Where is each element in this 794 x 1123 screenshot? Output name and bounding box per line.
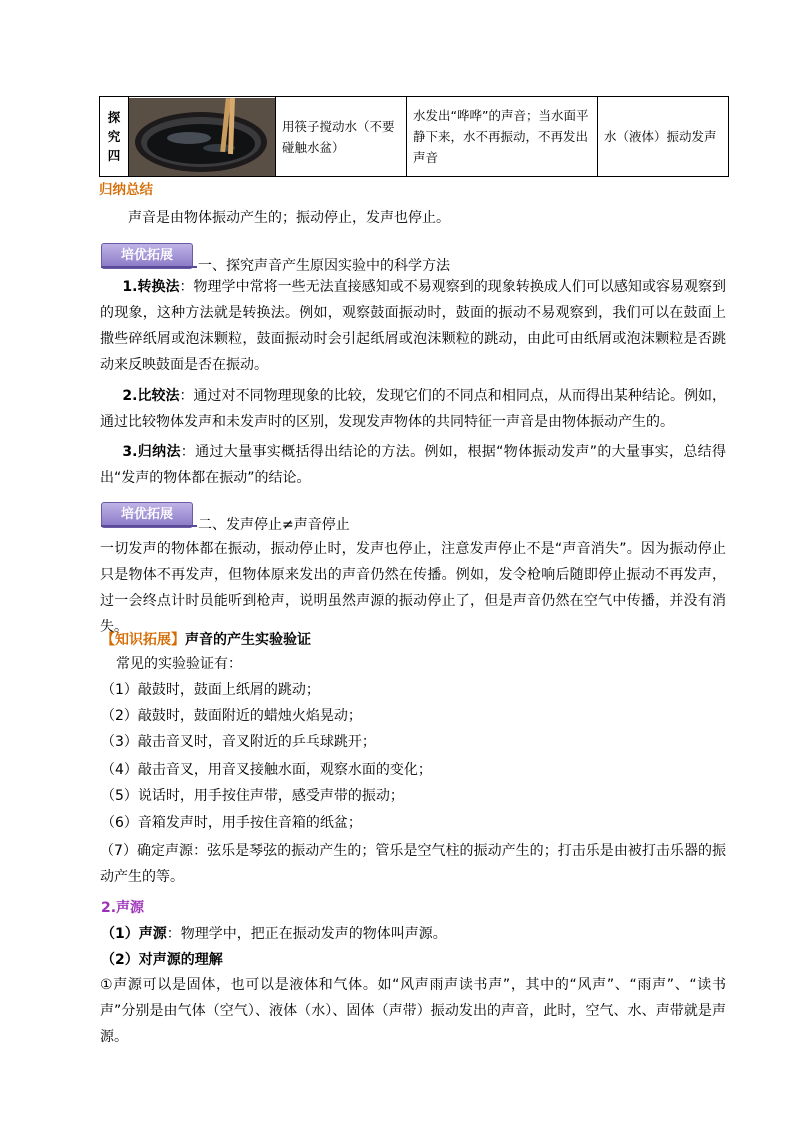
method-name: 2.比较法 — [122, 388, 180, 404]
method-text: ：通过对不同物理现象的比较，发现它们的不同点和相同点，从而得出某种结论。例如，通过比较物体发声和未发声时的区别，发现发声物体的共同特征一声音是由物体振动产生的。 — [100, 388, 727, 430]
extension-badge: 培优拓展 — [101, 502, 193, 528]
badge-underline — [101, 525, 197, 527]
phenomenon-cell: 水发出“哗哗”的声音；当水面平静下来，水不再振动，不再发出声音 — [407, 97, 598, 177]
subheading-text: （2）对声源的理解 — [101, 952, 223, 968]
paragraph: 一切发声的物体都在振动，振动停止时，发声也停止，注意发声停止不是“声音消失”。因为振动停止只是物体不再发声，但物体原来发出的声音仍然在传播。例如，发令枪响后随即停止振动不再发声，过一会终点计时员能听到枪声，说明虽然声源的振动停止了，但是声音仍然在空气中传播，并没有消失。 — [100, 541, 726, 635]
knowledge-bracket: 【知识拓展】 — [101, 632, 185, 648]
method-text: ：通过大量事实概括得出结论的方法。例如，根据“物体振动发声”的大量事实，总结得出“发声的物体都在振动”的结论。 — [100, 444, 726, 486]
method-name: 1.转换法 — [122, 279, 180, 295]
list-item: （4）敲击音叉，用音叉接触水面，观察水面的变化； — [101, 762, 432, 778]
definition-text: ：物理学中，把正在振动发声的物体叫声源。 — [166, 926, 447, 942]
knowledge-title — [101, 628, 311, 652]
section-title: 2.声源 — [101, 900, 145, 916]
method-conversion — [100, 274, 726, 378]
summary-text: 声音是由物体振动产生的；振动停止，发声也停止。 — [128, 210, 450, 226]
list-item: （6）音箱发声时，用手按住音箱的纸盆； — [101, 815, 362, 831]
list-item: （1）敲鼓时，鼓面上纸屑的跳动； — [101, 682, 320, 698]
section-heading: 一、探究声音产生原因实验中的科学方法 — [198, 258, 450, 274]
section-heading: 二、发声停止≠声音停止 — [198, 517, 350, 533]
method-text: ：物理学中常将一些无法直接感知或不易观察到的现象转换成人们可以感知或容易观察到的现象，这种方法就是转换法。例如，观察鼓面振动时，鼓面的振动不易观察到，我们可以在鼓面上撒些碎纸屑或泡沫颗粒，鼓面振动时会引起纸屑或泡沫颗粒的跳动，由此可由纸屑或泡沫颗粒是否跳动来反映鼓面是否在振动。 — [100, 279, 727, 373]
method-name: 3.归纳法 — [122, 444, 181, 460]
definition — [101, 922, 447, 946]
row-label: 探究四 — [100, 97, 129, 177]
table-row — [100, 97, 729, 177]
method-induction — [100, 439, 726, 491]
paragraph: ①声源可以是固体，也可以是液体和气体。如“风声雨声读书声”，其中的“风声”、“雨声”、“读书声”分别是由气体（空气）、液体（水）、固体（声带）振动发出的声音，此时，空气、水、声带就是声源。 — [100, 977, 726, 1045]
subheading — [101, 948, 223, 972]
definition-label: （1）声源 — [101, 926, 167, 942]
knowledge-intro: 常见的实验验证有： — [116, 656, 242, 672]
badge-underline — [101, 266, 197, 268]
list-item: （7）确定声源：弦乐是琴弦的振动产生的；管乐是空气柱的振动产生的；打击乐是由被打击乐器的振动产生的等。 — [100, 843, 726, 885]
operation-cell: 用筷子搅动水（不要碰触水盆） — [276, 97, 407, 177]
extension-badge: 培优拓展 — [101, 243, 193, 269]
pot-photo-cell — [129, 97, 276, 177]
pot-photo — [129, 98, 275, 176]
list-item: （2）敲鼓时，鼓面附近的蜡烛火焰晃动； — [101, 708, 362, 724]
method-comparison — [100, 383, 726, 435]
experiment-table — [99, 96, 729, 177]
knowledge-title-text: 声音的产生实验验证 — [185, 632, 311, 648]
list-item: （5）说话时，用手按住声带，感受声带的振动； — [101, 788, 404, 804]
conclusion-cell: 水（液体）振动发声 — [598, 97, 729, 177]
list-item: （3）敲击音叉时，音叉附近的乒乓球跳开； — [101, 734, 376, 750]
summary-label: 归纳总结 — [99, 182, 153, 198]
